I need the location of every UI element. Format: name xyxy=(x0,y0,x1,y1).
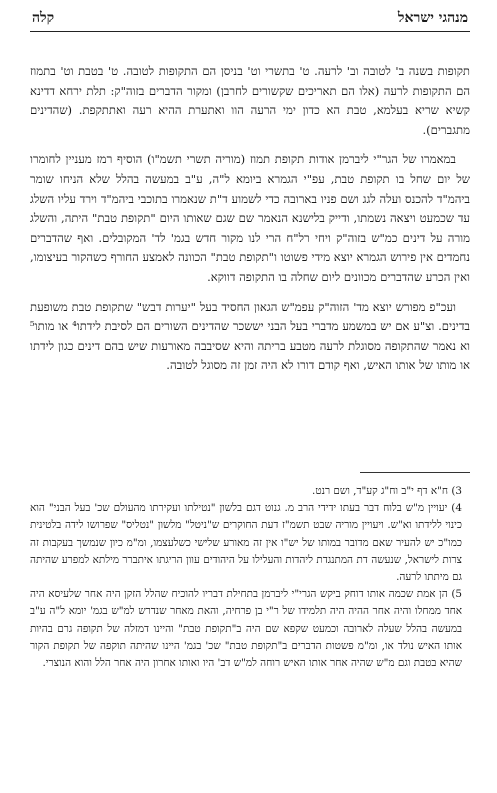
footnote-divider xyxy=(360,472,470,473)
footnote xyxy=(30,586,470,672)
document-page xyxy=(30,10,470,785)
footnote-number: 5) xyxy=(451,588,462,601)
running-head xyxy=(30,10,470,32)
footnote-number: 4) xyxy=(451,502,462,515)
running-title: מנהגי ישראל xyxy=(397,10,468,26)
footnote-text: יעויין מ"ש בלוח דבר בעתו ידידי הרב מ. גנוט דגם בלשון "נטילתו ועקירתו מהעולם שכ' בעל הבני" הוא כינוי ללידתו וא"ש. ויעויין מוריה שבט תשמ"ז דעת החוקרים ש"ניטל" מלשון "נטליס" שפרושו לידה בלטינית כמו"כ יש להעיר שאם מדובר במותו של יש"ו אין זה מאורע שלישי כשלעצמו, ומ"מ כיון שנמשך בעקבות זה צרות לישראל, שנעשה דת המתנגדת ליהדות והעלילו על היהודים עוון הריגתו איתברר מילתא למפרע שהיתה גם מיתתו לרעה. xyxy=(30,502,462,583)
footnote-text: ח"א דף י"ב וח"ג קע"ד, ושם רנט. xyxy=(312,484,448,497)
paragraph: במאמרו של הגר"י ליברמן אודות תקופת תמוז (מוריה תשרי תשמ"ו) הוסיף רמז מעניין לחומרו של יום שחל בו תקופת טבת, עפ"י הגמרא ביומא ל"ה, ע"ב במעשה בהלל שלא הניחו שומר ביהמ"ד להכנס ועלה לגג ושם פניו בארובה כדי לשמוע ד"ת שנאמרו בתוכבי ביהמ"ד וירד עליו השלג עד שכמעט ויצאה נשמתו, ודייק בלישנא הנאמר שם שגם שאותו היום "תקופת טבת" היתה, והשלג מורה על דינים כמ"ש בזוה"ק ויחי רל"ח הרי לנו מקור חדש בגמ' לד' המקובלים. ואף שהדברים נחמדים אין פירוש הגמרא יוצא מידי פשוטו ו"תקופת טבת" הכוונה לאמצע החורף כשהקור בעיצומו, ואין הכרע שהדברים מכוונים ליום שחלה בו התקופה דווקא. xyxy=(30,152,470,284)
footnote-text: הן אמת שכמה אותו דוחק ביקש הגרי"י ליברמן בתחילת דבריו להוכיח שהלל הזקן היה אחר שלעיסא היה אחד ממחלו והיה אחר ההיה היה תלמידו של ר"י בן פרחיה, והאת מאחר שנדרש למ"ש בגמ' יומא ל"ה ע"ב במעשה בהלל שעלה לארובה וכמעט שקפא שם היה ב"תקופת טבת" והיינו דמזלה של תקופה גרם בהיות אותו האיש נולד או, ומ"מ פשטות הדברים ב"תקופת טבת" שכ' בגמ' היינו שהיתה תוקפה של תקופת הקור שהיא בטבת וגם מ"ש שהיה אחר אותו האיש רוחה למ"ש דב' היו ואותו אחרון היה אחר הלל והוא הנוצרי. xyxy=(30,588,462,669)
footnote xyxy=(30,500,470,586)
page-number: קלה xyxy=(32,10,55,26)
footnotes xyxy=(30,483,470,672)
footnote-number: 3) xyxy=(451,484,462,497)
paragraph: תקופות בשנה ב' לטובה וב' לרעה. ט' בתשרי וט' בניסן הם התקופות לטובה. ט' בטבת וט' בתמוז הם התקופות לרעה (אלו הם תאריכים שקשורים לחרבן) ומקור הדברים בזוה"ק: תלת ירחא דדינא קשיא שריא בעלמא, טבת הא כדון ימי הרעה הוו ואתערת ההיא רעה ואתתקפת. (שהדינים מתגברים). xyxy=(30,64,470,137)
main-text xyxy=(30,62,470,376)
paragraph: ועכ"פ מפורש יוצא מד' הזוה"ק עפמ"ש הגאון החסיד בעל "יערות דבש" שתקופת טבת משופעת בדינים. וצ"ע אם יש במשמע מדברי בעל הבני יששכר שהדינים השורים הם לסיבת לידתו⁴ או מותו⁵ וא נאמר שהתקופה מסוגלת לרעה מטבע בריתה והיא שסיבבה מאורעות שיש בהם דינים כגון לידתו או מותו של אותו האיש, ואף קודם דורו לא היה זמן זה מסוגל לטובה. xyxy=(30,299,470,373)
footnote xyxy=(30,483,470,500)
